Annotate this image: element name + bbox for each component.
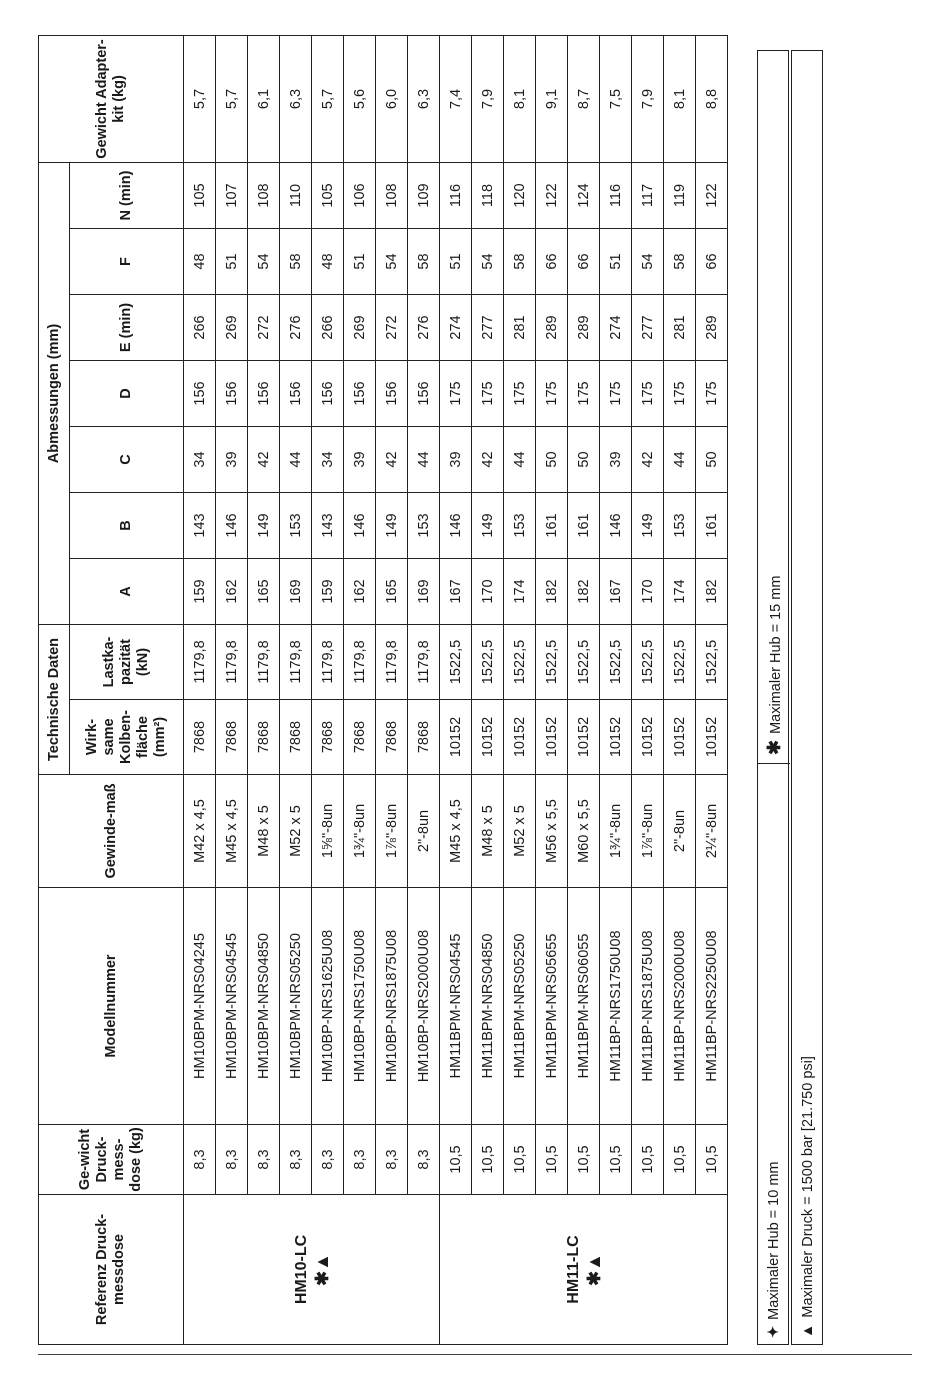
cell-area: 7868 bbox=[312, 700, 344, 775]
cell-model: HM10BPM-NRS04245 bbox=[184, 888, 216, 1125]
cell-b: 153 bbox=[280, 493, 312, 559]
cell-thread: 2"-8un bbox=[408, 775, 440, 888]
cell-area: 10152 bbox=[504, 700, 536, 775]
cell-b: 153 bbox=[504, 493, 536, 559]
cell-f: 66 bbox=[536, 229, 568, 295]
cell-thread: M48 x 5 bbox=[472, 775, 504, 888]
cell-c: 50 bbox=[568, 427, 600, 493]
cell-d: 175 bbox=[664, 361, 696, 427]
header-adapter: Gewicht Adapter-kit (kg) bbox=[39, 35, 184, 162]
table-row bbox=[248, 35, 280, 1344]
cell-b: 161 bbox=[696, 493, 728, 559]
table-row bbox=[568, 35, 600, 1344]
cell-area: 7868 bbox=[248, 700, 280, 775]
cell-model: HM11BP-NRS1875U08 bbox=[632, 888, 664, 1125]
cell-n: 117 bbox=[632, 162, 664, 228]
cell-thread: 1⅝"-8un bbox=[312, 775, 344, 888]
cell-model: HM10BPM-NRS05250 bbox=[280, 888, 312, 1125]
cell-b: 161 bbox=[536, 493, 568, 559]
cell-area: 7868 bbox=[376, 700, 408, 775]
table-row bbox=[408, 35, 440, 1344]
cell-area: 10152 bbox=[696, 700, 728, 775]
cell-n: 119 bbox=[664, 162, 696, 228]
cell-a: 165 bbox=[376, 559, 408, 625]
cell-c: 42 bbox=[472, 427, 504, 493]
cell-weight: 10,5 bbox=[536, 1125, 568, 1195]
cell-c: 44 bbox=[280, 427, 312, 493]
ref-cell bbox=[440, 1195, 728, 1345]
cell-n: 105 bbox=[312, 162, 344, 228]
cell-capacity: 1522,5 bbox=[696, 625, 728, 700]
cell-d: 156 bbox=[312, 361, 344, 427]
cell-capacity: 1179,8 bbox=[376, 625, 408, 700]
cell-a: 159 bbox=[184, 559, 216, 625]
footnote-pressure-mark: ▲ bbox=[800, 1323, 816, 1338]
cell-e: 269 bbox=[344, 295, 376, 361]
cell-thread: M45 x 4,5 bbox=[440, 775, 472, 888]
cell-d: 175 bbox=[696, 361, 728, 427]
cell-f: 66 bbox=[568, 229, 600, 295]
cell-thread: 1¾"-8un bbox=[344, 775, 376, 888]
page-rule bbox=[38, 1354, 912, 1355]
cell-capacity: 1179,8 bbox=[344, 625, 376, 700]
table-row bbox=[216, 35, 248, 1344]
cell-adapter: 6,0 bbox=[376, 35, 408, 162]
cell-a: 182 bbox=[568, 559, 600, 625]
cell-e: 289 bbox=[568, 295, 600, 361]
cell-n: 124 bbox=[568, 162, 600, 228]
cell-a: 174 bbox=[664, 559, 696, 625]
cell-thread: M52 x 5 bbox=[504, 775, 536, 888]
cell-n: 105 bbox=[184, 162, 216, 228]
cell-capacity: 1522,5 bbox=[664, 625, 696, 700]
header-dim-c: C bbox=[70, 427, 184, 493]
cell-f: 51 bbox=[600, 229, 632, 295]
cell-e: 272 bbox=[376, 295, 408, 361]
cell-area: 10152 bbox=[472, 700, 504, 775]
cell-a: 165 bbox=[248, 559, 280, 625]
cell-model: HM11BP-NRS1750U08 bbox=[600, 888, 632, 1125]
table-body bbox=[184, 35, 728, 1344]
cell-adapter: 5,6 bbox=[344, 35, 376, 162]
cell-thread: M48 x 5 bbox=[248, 775, 280, 888]
ref-marks: ✱▲ bbox=[311, 1253, 332, 1286]
cell-f: 58 bbox=[408, 229, 440, 295]
cell-thread: M45 x 4,5 bbox=[216, 775, 248, 888]
cell-adapter: 5,7 bbox=[184, 35, 216, 162]
cell-model: HM11BPM-NRS06055 bbox=[568, 888, 600, 1125]
footnote-stroke15 bbox=[758, 355, 790, 764]
cell-capacity: 1179,8 bbox=[408, 625, 440, 700]
cell-adapter: 5,7 bbox=[312, 35, 344, 162]
cell-n: 109 bbox=[408, 162, 440, 228]
cell-c: 39 bbox=[440, 427, 472, 493]
cell-capacity: 1179,8 bbox=[280, 625, 312, 700]
header-capacity: Lastka-pazität (kN) bbox=[70, 625, 184, 700]
cell-d: 156 bbox=[280, 361, 312, 427]
table-row bbox=[184, 35, 216, 1344]
cell-f: 51 bbox=[216, 229, 248, 295]
cell-adapter: 7,5 bbox=[600, 35, 632, 162]
cell-n: 120 bbox=[504, 162, 536, 228]
cell-e: 289 bbox=[536, 295, 568, 361]
cell-d: 175 bbox=[600, 361, 632, 427]
cell-f: 58 bbox=[664, 229, 696, 295]
cell-e: 266 bbox=[184, 295, 216, 361]
cell-a: 170 bbox=[472, 559, 504, 625]
cell-capacity: 1522,5 bbox=[632, 625, 664, 700]
cell-f: 54 bbox=[632, 229, 664, 295]
cell-capacity: 1522,5 bbox=[472, 625, 504, 700]
cell-thread: 1⅞"-8un bbox=[376, 775, 408, 888]
cell-capacity: 1522,5 bbox=[504, 625, 536, 700]
cell-d: 156 bbox=[248, 361, 280, 427]
footnote-stroke15-mark: ✱ bbox=[764, 739, 784, 755]
table-row bbox=[536, 35, 568, 1344]
cell-weight: 10,5 bbox=[696, 1125, 728, 1195]
cell-area: 7868 bbox=[216, 700, 248, 775]
cell-f: 51 bbox=[344, 229, 376, 295]
cell-a: 162 bbox=[344, 559, 376, 625]
cell-c: 50 bbox=[696, 427, 728, 493]
header-dim-f: F bbox=[70, 229, 184, 295]
cell-model: HM11BPM-NRS04545 bbox=[440, 888, 472, 1125]
cell-a: 169 bbox=[280, 559, 312, 625]
cell-d: 175 bbox=[632, 361, 664, 427]
cell-f: 51 bbox=[440, 229, 472, 295]
cell-a: 182 bbox=[696, 559, 728, 625]
cell-d: 156 bbox=[344, 361, 376, 427]
table-row bbox=[344, 35, 376, 1344]
cell-f: 66 bbox=[696, 229, 728, 295]
cell-capacity: 1179,8 bbox=[312, 625, 344, 700]
header-dim-group: Abmessungen (mm) bbox=[39, 162, 70, 624]
cell-e: 266 bbox=[312, 295, 344, 361]
table-row bbox=[312, 35, 344, 1344]
cell-weight: 10,5 bbox=[664, 1125, 696, 1195]
ref-label: HM11-LC bbox=[564, 1235, 582, 1304]
cell-f: 54 bbox=[376, 229, 408, 295]
cell-thread: 2"-8un bbox=[664, 775, 696, 888]
cell-weight: 10,5 bbox=[440, 1125, 472, 1195]
cell-weight: 8,3 bbox=[312, 1125, 344, 1195]
cell-area: 10152 bbox=[600, 700, 632, 775]
cell-a: 167 bbox=[600, 559, 632, 625]
cell-a: 174 bbox=[504, 559, 536, 625]
cell-model: HM10BP-NRS1875U08 bbox=[376, 888, 408, 1125]
cell-adapter: 9,1 bbox=[536, 35, 568, 162]
cell-c: 39 bbox=[600, 427, 632, 493]
table-row bbox=[632, 35, 664, 1344]
cell-d: 156 bbox=[408, 361, 440, 427]
header-ref: Referenz Druck-messdose bbox=[39, 1195, 184, 1345]
cell-b: 149 bbox=[472, 493, 504, 559]
cell-thread: 2¼"-8un bbox=[696, 775, 728, 888]
cell-model: HM11BPM-NRS04850 bbox=[472, 888, 504, 1125]
cell-f: 48 bbox=[312, 229, 344, 295]
cell-model: HM10BP-NRS2000U08 bbox=[408, 888, 440, 1125]
cell-n: 116 bbox=[440, 162, 472, 228]
cell-b: 146 bbox=[600, 493, 632, 559]
cell-e: 276 bbox=[280, 295, 312, 361]
cell-e: 274 bbox=[600, 295, 632, 361]
cell-model: HM10BPM-NRS04545 bbox=[216, 888, 248, 1125]
header-dim-n: N (min) bbox=[70, 162, 184, 228]
cell-c: 44 bbox=[504, 427, 536, 493]
footnote-stroke10-text: Maximaler Hub = 10 mm bbox=[766, 1161, 782, 1320]
cell-area: 10152 bbox=[568, 700, 600, 775]
cell-d: 175 bbox=[472, 361, 504, 427]
cell-e: 272 bbox=[248, 295, 280, 361]
cell-c: 42 bbox=[248, 427, 280, 493]
cell-f: 48 bbox=[184, 229, 216, 295]
cell-capacity: 1522,5 bbox=[600, 625, 632, 700]
cell-e: 277 bbox=[472, 295, 504, 361]
cell-b: 153 bbox=[664, 493, 696, 559]
cell-e: 289 bbox=[696, 295, 728, 361]
cell-adapter: 8,7 bbox=[568, 35, 600, 162]
cell-b: 146 bbox=[440, 493, 472, 559]
cell-c: 50 bbox=[536, 427, 568, 493]
cell-weight: 10,5 bbox=[504, 1125, 536, 1195]
cell-f: 54 bbox=[248, 229, 280, 295]
cell-weight: 8,3 bbox=[376, 1125, 408, 1195]
cell-adapter: 7,4 bbox=[440, 35, 472, 162]
cell-d: 156 bbox=[216, 361, 248, 427]
cell-thread: M60 x 5,5 bbox=[568, 775, 600, 888]
cell-adapter: 6,1 bbox=[248, 35, 280, 162]
header-weight: Ge-wicht Druck-mess-dose (kg) bbox=[39, 1125, 184, 1195]
cell-thread: 1⅞"-8un bbox=[632, 775, 664, 888]
cell-model: HM11BPM-NRS05655 bbox=[536, 888, 568, 1125]
cell-b: 146 bbox=[344, 493, 376, 559]
cell-area: 10152 bbox=[664, 700, 696, 775]
cell-b: 146 bbox=[216, 493, 248, 559]
cell-f: 58 bbox=[504, 229, 536, 295]
header-tech-group: Technische Daten bbox=[39, 625, 70, 775]
cell-area: 10152 bbox=[536, 700, 568, 775]
cell-c: 42 bbox=[632, 427, 664, 493]
cell-n: 108 bbox=[248, 162, 280, 228]
cell-n: 122 bbox=[536, 162, 568, 228]
cell-model: HM10BPM-NRS04850 bbox=[248, 888, 280, 1125]
header-model: Modellnummer bbox=[39, 888, 184, 1125]
cell-e: 281 bbox=[504, 295, 536, 361]
cell-e: 277 bbox=[632, 295, 664, 361]
cell-weight: 10,5 bbox=[600, 1125, 632, 1195]
cell-area: 7868 bbox=[280, 700, 312, 775]
header-row-groups bbox=[39, 35, 70, 1344]
cell-weight: 8,3 bbox=[184, 1125, 216, 1195]
cell-adapter: 7,9 bbox=[632, 35, 664, 162]
cell-weight: 10,5 bbox=[472, 1125, 504, 1195]
cell-area: 7868 bbox=[184, 700, 216, 775]
cell-model: HM10BP-NRS1750U08 bbox=[344, 888, 376, 1125]
cell-n: 107 bbox=[216, 162, 248, 228]
table-row bbox=[472, 35, 504, 1344]
cell-e: 281 bbox=[664, 295, 696, 361]
cell-c: 34 bbox=[184, 427, 216, 493]
cell-weight: 10,5 bbox=[568, 1125, 600, 1195]
cell-n: 110 bbox=[280, 162, 312, 228]
header-thread: Gewinde-maß bbox=[39, 775, 184, 888]
table-row bbox=[504, 35, 536, 1344]
cell-capacity: 1522,5 bbox=[440, 625, 472, 700]
table-row bbox=[280, 35, 312, 1344]
cell-weight: 8,3 bbox=[344, 1125, 376, 1195]
table-row bbox=[664, 35, 696, 1344]
cell-adapter: 6,3 bbox=[280, 35, 312, 162]
cell-thread: M56 x 5,5 bbox=[536, 775, 568, 888]
cell-n: 118 bbox=[472, 162, 504, 228]
cell-e: 274 bbox=[440, 295, 472, 361]
table-row bbox=[696, 35, 728, 1344]
cell-a: 159 bbox=[312, 559, 344, 625]
header-dim-e: E (min) bbox=[70, 295, 184, 361]
cell-b: 149 bbox=[248, 493, 280, 559]
cell-thread: 1¾"-8un bbox=[600, 775, 632, 888]
ref-marks: ✱▲ bbox=[583, 1253, 604, 1286]
cell-e: 276 bbox=[408, 295, 440, 361]
cell-n: 116 bbox=[600, 162, 632, 228]
cell-b: 161 bbox=[568, 493, 600, 559]
header-area: Wirk-same Kolben-fläche (mm²) bbox=[70, 700, 184, 775]
table-row bbox=[440, 35, 472, 1344]
table-row bbox=[376, 35, 408, 1344]
footnote-stroke bbox=[757, 50, 789, 1345]
cell-b: 153 bbox=[408, 493, 440, 559]
cell-a: 182 bbox=[536, 559, 568, 625]
cell-thread: M52 x 5 bbox=[280, 775, 312, 888]
cell-area: 7868 bbox=[344, 700, 376, 775]
cell-c: 44 bbox=[664, 427, 696, 493]
cell-weight: 10,5 bbox=[632, 1125, 664, 1195]
cell-b: 143 bbox=[312, 493, 344, 559]
cell-capacity: 1179,8 bbox=[216, 625, 248, 700]
cell-b: 143 bbox=[184, 493, 216, 559]
table-row bbox=[600, 35, 632, 1344]
cell-e: 269 bbox=[216, 295, 248, 361]
cell-n: 106 bbox=[344, 162, 376, 228]
cell-a: 167 bbox=[440, 559, 472, 625]
cell-thread: M42 x 4,5 bbox=[184, 775, 216, 888]
cell-weight: 8,3 bbox=[216, 1125, 248, 1195]
cell-area: 10152 bbox=[632, 700, 664, 775]
cell-adapter: 8,1 bbox=[664, 35, 696, 162]
header-dim-b: B bbox=[70, 493, 184, 559]
cell-a: 170 bbox=[632, 559, 664, 625]
cell-adapter: 8,8 bbox=[696, 35, 728, 162]
cell-adapter: 6,3 bbox=[408, 35, 440, 162]
cell-c: 39 bbox=[216, 427, 248, 493]
cell-capacity: 1179,8 bbox=[184, 625, 216, 700]
cell-capacity: 1179,8 bbox=[248, 625, 280, 700]
footnote-stroke10-mark: ✦ bbox=[766, 1325, 782, 1338]
cell-model: HM11BP-NRS2000U08 bbox=[664, 888, 696, 1125]
cell-d: 175 bbox=[440, 361, 472, 427]
cell-weight: 8,3 bbox=[280, 1125, 312, 1195]
cell-d: 175 bbox=[568, 361, 600, 427]
cell-a: 169 bbox=[408, 559, 440, 625]
cell-c: 39 bbox=[344, 427, 376, 493]
footnotes bbox=[757, 50, 824, 1345]
cell-adapter: 5,7 bbox=[216, 35, 248, 162]
cell-c: 42 bbox=[376, 427, 408, 493]
ref-cell bbox=[184, 1195, 440, 1345]
cell-model: HM11BP-NRS2250U08 bbox=[696, 888, 728, 1125]
cell-capacity: 1522,5 bbox=[568, 625, 600, 700]
cell-b: 149 bbox=[632, 493, 664, 559]
cell-model: HM10BP-NRS1625U08 bbox=[312, 888, 344, 1125]
cell-a: 162 bbox=[216, 559, 248, 625]
cell-weight: 8,3 bbox=[408, 1125, 440, 1195]
cell-model: HM11BPM-NRS05250 bbox=[504, 888, 536, 1125]
cell-c: 44 bbox=[408, 427, 440, 493]
header-dim-d: D bbox=[70, 361, 184, 427]
footnote-pressure bbox=[791, 50, 823, 1345]
cell-adapter: 8,1 bbox=[504, 35, 536, 162]
cell-d: 175 bbox=[536, 361, 568, 427]
cell-d: 156 bbox=[376, 361, 408, 427]
cell-c: 34 bbox=[312, 427, 344, 493]
rotated-spec-sheet bbox=[38, 39, 824, 1345]
ref-label: HM10-LC bbox=[292, 1234, 310, 1305]
cell-area: 7868 bbox=[408, 700, 440, 775]
cell-n: 122 bbox=[696, 162, 728, 228]
cell-adapter: 7,9 bbox=[472, 35, 504, 162]
cell-capacity: 1522,5 bbox=[536, 625, 568, 700]
cell-d: 156 bbox=[184, 361, 216, 427]
load-cell-spec-table bbox=[38, 35, 728, 1345]
header-dim-a: A bbox=[70, 559, 184, 625]
cell-f: 54 bbox=[472, 229, 504, 295]
footnote-stroke15-text: Maximaler Hub = 15 mm bbox=[768, 575, 784, 734]
cell-f: 58 bbox=[280, 229, 312, 295]
cell-weight: 8,3 bbox=[248, 1125, 280, 1195]
cell-n: 108 bbox=[376, 162, 408, 228]
cell-area: 10152 bbox=[440, 700, 472, 775]
cell-d: 175 bbox=[504, 361, 536, 427]
cell-b: 149 bbox=[376, 493, 408, 559]
footnote-pressure-text: Maximaler Druck = 1500 bar [21.750 psi] bbox=[800, 1056, 816, 1318]
